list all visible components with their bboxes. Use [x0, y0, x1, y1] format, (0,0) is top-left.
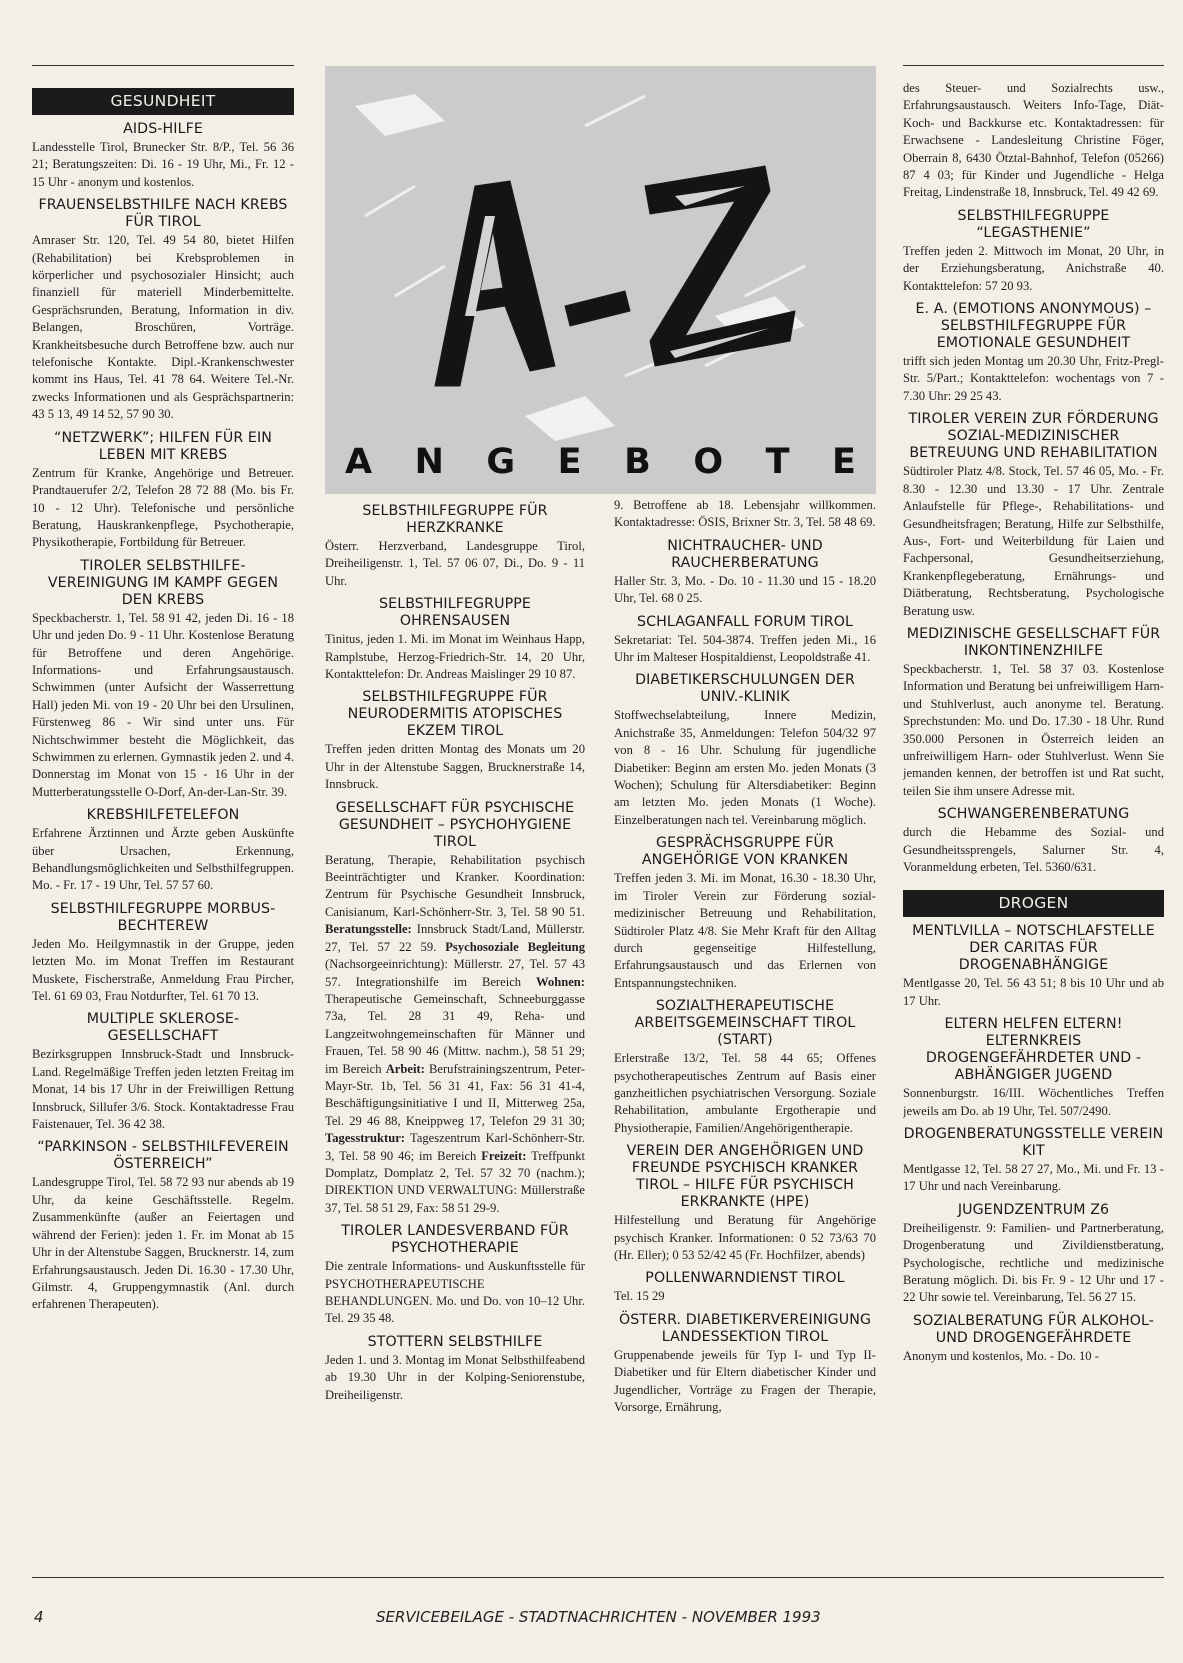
entry-heading: SELBSTHILFEGRUPPE “LEGASTHENIE” — [957, 207, 1110, 241]
listing-entry — [903, 1126, 1164, 1196]
listing-entry — [325, 800, 585, 1218]
listing-entry — [903, 411, 1164, 620]
entry-heading: SELBSTHILFEGRUPPE FÜR NEURODERMITIS ATOPISCHES EKZEM TIROL — [347, 689, 563, 740]
body-text: Innsbruck Stadt/Land, Müllerstr. 27, Tel. 57 22 59. — [325, 922, 585, 954]
entry-heading: ÖSTERR. DIABETIKERVEREINIGUNG LANDESSEKTION TIROL — [618, 1311, 872, 1345]
entry-body: Südtiroler Platz 4/8. Stock, Tel. 57 46 05, Mo. - Fr. 8.30 - 12.30 und 13.30 - 17 Uhr. Zentrale Anlaufstelle für Pflege-, Rehabilitations- und Gesundheitsfragen; Beratung, Hilfe zur Selbsthilfe, Aus-, Fort- und Weiterbildung für Laien und Fachpersonal, Gesundheitserziehung, Krankenpflegeberatung, Ernährungs- und Diätberatung, Rechtsberatung, Psychologische Beratung usw. — [903, 464, 1164, 618]
entry-body: Treffen jeden 2. Mittwoch im Monat, 20 Uhr, in der Erziehungsberatung, Anichstraße 40. Kontakttelefon: 57 20 93. — [903, 243, 1164, 293]
entry-body: Bezirksgruppen Innsbruck-Stadt und Innsbruck-Land. Regelmäßige Treffen jeden letzten Freitag im Monat, 14 bis 17 Uhr in der Freiwilligen Rettung Innsbruck, Sillufer 3/6. Stock. Kontaktadresse Frau Faistenauer, Tel. 36 42 38. — [32, 1047, 294, 1132]
body-text: Berufstrainingszentrum, Peter-Mayr-Str. 1b, Tel. 56 31 41, Fax: 56 31 41-4, Beschäftigungsinitiative I und II, Mitterweg 25a, Tel. 29 46 88, Kneippweg 17, Telefon 29 31 30; — [325, 1061, 585, 1128]
page-number: 4 — [34, 1608, 44, 1626]
entry-heading: GESELLSCHAFT FÜR PSYCHISCHE GESUNDHEIT – PSYCHOHYGIENE TIROL — [335, 799, 575, 850]
listing-entry — [903, 1016, 1164, 1120]
listing-entry — [614, 672, 876, 829]
letter: G — [486, 442, 516, 482]
entry-body: Österr. Herzverband, Landesgruppe Tirol, Dreiheiligenstr. 1, Tel. 57 06 07, Di., Do. 9 - 11 Uhr. — [325, 539, 585, 588]
column-4 — [903, 80, 1164, 1562]
entry-heading: “NETZWERK”; HILFEN FÜR EIN LEBEN MIT KREBS — [54, 429, 272, 463]
letter: E — [557, 442, 582, 482]
listing-entry — [32, 1139, 294, 1313]
listing-entry — [614, 614, 876, 667]
section-header-gesundheit: GESUNDHEIT — [32, 88, 294, 115]
listing-entry — [614, 835, 876, 992]
entry-body: Landesstelle Tirol, Brunecker Str. 8/P., Tel. 56 36 21; Beratungszeiten: Di. 16 - 19 Uhr, Mi., Fr. 12 - 15 Uhr - anonym und kostenlos. — [32, 140, 294, 189]
body-text: Beratung, Therapie, Rehabilitation psychisch Beeinträchtigter und Kranker. Koordination: Zentrum für Psychische Gesundheit Innsbruck, Canisianum, Karl-Schönherr-Str. 3, Tel. 58 90 51. — [325, 852, 585, 919]
letter: T — [765, 442, 790, 482]
a-z-angebote-graphic — [325, 66, 876, 494]
listing-entry — [903, 1313, 1164, 1365]
entry-heading: “PARKINSON - SELBSTHILFEVEREIN ÖSTERREICH” — [37, 1139, 289, 1173]
entry-body: durch die Hebamme des Sozial- und Gesundheitssprengels, Salurner Str. 4, Voranmeldung erbeten, Tel. 5360/631. — [903, 825, 1164, 874]
column-1 — [32, 88, 294, 1558]
entry-heading: STOTTERN SELBSTHILFE — [367, 1333, 543, 1350]
top-rule-right — [903, 65, 1164, 66]
listing-entry — [614, 1143, 876, 1264]
entry-heading: TIROLER SELBSTHILFE-VEREINIGUNG IM KAMPF GEGEN DEN KREBS — [47, 557, 279, 608]
body-text: (Nachsorgeeinrichtung): Müllerstr. 27, Tel. 57 43 57. Integrationshilfe im Bereich — [325, 957, 585, 989]
entry-body: Dreiheiligenstr. 9: Familien- und Partnerberatung, Drogenberatung und Zivildienstberatung, Psychologische, rechtliche und medizinische Beratung möglich. Di. bis Fr. 9 - 12 Uhr und 17 - 22 Uhr sowie tel. Vereinbarung, Tel. 56 27 15. — [903, 1220, 1164, 1305]
entry-body: Landesgruppe Tirol, Tel. 58 72 93 nur abends ab 19 Uhr, da keine Geschäftsstelle. Regelm. Zusammenkünfte (außer an Feiertagen und während der Ferien): jeden 1. Fr. im Monat ab 15 Uhr in der Altenstube Saggen, Brucknerstr. 14, zum Erfahrungsaustausch. Jeden Di. 16.30 - 17.30 Uhr, Gilmstr. 4, Gruppengymnastik (Anl. durch erfahrenen Therapeuten). — [32, 1175, 294, 1312]
entry-heading: GESPRÄCHSGRUPPE FÜR ANGEHÖRIGE VON KRANKEN — [641, 835, 849, 869]
body-text: Treffpunkt Domplatz, Domplatz 2, Tel. 57 32 70 (nachm.); DIREKTION UND VERWALTUNG: Müllerstraße 37, Tel. 58 51 29, Fax: 58 51 29-9. — [325, 1148, 585, 1215]
section-header-drogen: DROGEN — [903, 890, 1164, 917]
listing-entry — [614, 538, 876, 608]
entry-heading: MULTIPLE SKLEROSE-GESELLSCHAFT — [86, 1011, 240, 1045]
footer-title: SERVICEBEILAGE - STADTNACHRICHTEN - NOVEMBER 1993 — [376, 1608, 821, 1626]
entry-body: Haller Str. 3, Mo. - Do. 10 - 11.30 und 15 - 18.20 Uhr, Tel. 68 0 25. — [614, 573, 876, 606]
listing-entry — [903, 923, 1164, 1010]
entry-body: Erfahrene Ärztinnen und Ärzte geben Auskünfte über Ursachen, Erkennung, Behandlungsmöglichkeiten und Selbsthilfegruppen. Mo. - Fr. 17 - 19 Uhr, Tel. 57 57 60. — [32, 826, 294, 893]
entry-heading: TIROLER VEREIN ZUR FÖRDERUNG SOZIAL-MEDIZINISCHER BETREUUNG UND REHABILITATION — [908, 411, 1159, 462]
column-2 — [325, 497, 585, 1562]
entry-heading: POLLENWARNDIENST TIROL — [645, 1270, 845, 1287]
entry-heading: E. A. (EMOTIONS ANONYMOUS) – SELBSTHILFEGRUPPE FÜR EMOTIONALE GESUNDHEIT — [915, 301, 1152, 352]
listing-entry — [903, 1202, 1164, 1307]
entry-body: Gruppenabende jeweils für Typ I- und Typ II-Diabetiker und für Eltern diabetischer Kinder und Jugendlicher, Vorträge zu Fragen der Therapie, Vorsorge, Ernährung, — [614, 1347, 876, 1414]
entry-heading: SELBSTHILFEGRUPPE FÜR HERZKRANKE — [362, 503, 548, 536]
angebote-letters — [325, 442, 876, 486]
body-text: Tageszentrum Karl-Schönherr-Str. 3, Tel. 58 90 46; im Bereich — [325, 1131, 585, 1163]
listing-entry — [614, 1312, 876, 1417]
entry-body: Zentrum für Kranke, Angehörige und Betreuer. Prandtauerufer 2/2, Telefon 28 72 88 (Mo. bis Fr. 10 - 12 Uhr). Telefonische und persönliche Beratung, Hauskrankenpflege, Psychotherapie, Physikotherapie, Fortbildung für Betreuer. — [32, 465, 294, 550]
listing-entry — [903, 301, 1164, 405]
entry-body: Die zentrale Informations- und Auskunftsstelle für PSYCHOTHERAPEUTISCHE BEHANDLUNGEN. Mo. und Do. von 10–12 Uhr. Tel. 29 35 48. — [325, 1259, 585, 1326]
entry-heading: SELBSTHILFEGRUPPE OHRENSAUSEN — [379, 596, 531, 630]
listing-entry — [903, 208, 1164, 295]
bold-label: Beratungsstelle: — [325, 922, 412, 937]
entry-heading: JUGENDZENTRUM Z6 — [957, 1201, 1110, 1218]
entry-body: Erlerstraße 13/2, Tel. 58 44 65; Offenes psychotherapeutisches Zentrum auf Basis einer ganzheitlichen psychiatrischen Versorgung. Soziale Rehabilitation, ambulante Ergotherapie und Physiotherapie, Familien/Angehörigentherapie. — [614, 1051, 876, 1135]
entry-heading: SOZIALBERATUNG FÜR ALKOHOL- UND DROGENGEFÄHRDETE — [913, 1312, 1154, 1346]
entry-heading: KREBSHILFETELEFON — [86, 807, 240, 824]
listing-entry — [325, 689, 585, 793]
listing-entry — [32, 430, 294, 552]
entry-body: Tinitus, jeden 1. Mi. im Monat im Weinhaus Happ, Ramplstube, Herzog-Friedrich-Str. 14, 20 Uhr, Kontakttelefon: Dr. Andreas Maislinger 29 10 87. — [325, 632, 585, 682]
entry-heading: ELTERN HELFEN ELTERN! ELTERNKREIS DROGENGEFÄHRDETER UND -ABHÄNGIGER JUGEND — [925, 1016, 1142, 1084]
listing-entry — [614, 998, 876, 1137]
entry-heading: SELBSTHILFEGRUPPE MORBUS-BECHTEREW — [50, 900, 276, 934]
bold-label: Tagesstruktur: — [325, 1131, 406, 1146]
entry-body: trifft sich jeden Montag um 20.30 Uhr, Fritz-Pregl-Str. 5/Part.; Kontakttelefon: wochentags von 7 - 7.30 Uhr: 29 25 43. — [903, 354, 1164, 403]
listing-entry — [32, 807, 294, 895]
entry-body: Treffen jeden 3. Mi. im Monat, 16.30 - 18.30 Uhr, im Tiroler Verein zur Förderung sozial-medizinischer Betreuung und Rehabilitation, Südtiroler Platz 4/8. Sie Mehr Kraft für den Alltag durch gegenseitige Hilfestellung, Erfahrungsaustausch und das Erlernen von Entspannungstechniken. — [614, 871, 876, 990]
entry-body: Speckbacherstr. 1, Tel. 58 37 03. Kostenlose Information und Beratung bei unfreiwilligem Harn- und Stuhlverlust, auch anonyme tel. Beratung. Sprechstunden: Mo. und Do. 17.30 - 18 Uhr. Rund 350.000 Personen in Österreich leiden an unfreiwilligem Harn- oder Stuhlverlust. Wenn Sie jemanden kennen, der betroffen ist und Rat sucht, teilen Sie ihm unsere Adresse mit. — [903, 661, 1164, 798]
listing-entry — [903, 626, 1164, 800]
listing-entry — [325, 1334, 585, 1404]
entry-heading: DIABETIKERSCHULUNGEN DER UNIV.-KLINIK — [635, 672, 855, 706]
letter: N — [414, 442, 444, 482]
listing-entry — [903, 806, 1164, 876]
listing-entry — [32, 121, 294, 191]
entry-heading: SOZIALTHERAPEUTISCHE ARBEITSGEMEINSCHAFT TIROL (START) — [634, 998, 856, 1049]
letter: B — [624, 442, 651, 482]
listing-entry — [32, 1011, 294, 1133]
body-text: Therapeutische Gemeinschaft, Schneeburggasse 73a, Tel. 28 31 49, Reha- und Langzeitwohngemeinschaften für Männer und Frauen, Tel. 58 90 46 (Mittw. nachm.), 58 51 29; im Bereich — [325, 991, 585, 1076]
entry-heading: FRAUENSELBSTHILFE NACH KREBS FÜR TIROL — [38, 197, 288, 231]
listing-entry — [325, 596, 585, 683]
entry-body: Treffen jeden dritten Montag des Monats um 20 Uhr in der Altenstube Saggen, Brucknerstraße 14, Innsbruck. — [325, 742, 585, 792]
entry-heading: DROGENBERATUNGSSTELLE VEREIN KIT — [903, 1126, 1164, 1160]
entry-body: Anonym und kostenlos, Mo. - Do. 10 - — [903, 1348, 1099, 1363]
entry-body: Amraser Str. 120, Tel. 49 54 80, bietet Hilfen (Rehabilitation) bei Krebsproblemen in körperlicher und psychosozialer Hinsicht; auch finanziell für materiell Minderbemittelte. Gesprächsrunden, Beratung, Information in div. Belangen, Broschüren, Vorträge. Krankheitsbesuche durch Betroffene bzw. auch nur telefonische Kontakte. Dipl.-Krankenschwester kommt ins Haus, Tel. 41 78 64. Weitere Tel.-Nr. zwecks Informationen und als Gesprächspartnerin: 43 5 13, 49 14 52, 57 90 30. — [32, 233, 294, 422]
entry-body: Speckbacherstr. 1, Tel. 58 91 42, jeden Di. 16 - 18 Uhr und jeden Do. 9 - 11 Uhr. Kostenlose Beratung für Betroffene und deren Angehörige. Informations- und Erfahrungsaustausch. Schwimmen (unter Aufsicht der Wasserrettung Hall) jeden Mi. von 19 - 20 Uhr bei den Ursulinen, Fürstenweg 86 - Wir sind unter uns. Für Nichtschwimmer besteht die Möglichkeit, das Schwimmen zu erlernen. Gymnastik jeden 2. und 4. Donnerstag im Monat von 15 - 16 Uhr in der Mutterberatungsstelle O-Dorf, An-der-Lan-Str. 39. — [32, 610, 294, 799]
listing-entry — [325, 503, 585, 590]
listing-entry — [32, 558, 294, 801]
entry-heading: MEDIZINISCHE GESELLSCHAFT FÜR INKONTINENZHILFE — [906, 625, 1161, 659]
a-z-logo-illustration — [325, 66, 876, 494]
bottom-rule — [32, 1577, 1164, 1578]
bold-label: Freizeit: — [481, 1148, 527, 1163]
entry-body: Sekretariat: Tel. 504-3874. Treffen jeden Mi., 16 Uhr im Malteser Hospitaldienst, Leopoldstraße 41. — [614, 632, 876, 665]
entry-heading: TIROLER LANDESVERBAND FÜR PSYCHOTHERAPIE — [341, 1223, 569, 1257]
top-rule-left — [32, 65, 294, 66]
bold-label: Wohnen: — [536, 974, 585, 989]
entry-body: Sonnenburgstr. 16/III. Wöchentliches Treffen jeweils am Do. ab 19 Uhr, Tel. 507/2490. — [903, 1086, 1164, 1118]
entry-heading: VEREIN DER ANGEHÖRIGEN UND FREUNDE PSYCHISCH KRANKER TIROL – HILFE FÜR PSYCHISCH ERKRANKTE (HPE) — [626, 1143, 864, 1211]
listing-entry — [32, 197, 294, 423]
letter: E — [831, 442, 856, 482]
bold-label: Psychosoziale Begleitung — [445, 939, 585, 954]
letter: A — [345, 442, 373, 482]
continued-text: des Steuer- und Sozialrechts usw., Erfahrungsaustausch. Weiters Info-Tage, Diät-Koch- und Backkurse etc. Kontaktadressen: für Erwachsene - Landesleitung Christine Föger, Oberrain 8, 6430 Ötztal-Bahnhof, Telefon (05266) 87 4 03; für Kinder und Jugendliche - Helga Freitag, Lindenstraße 18, Innsbruck, Tel. 49 42 69. — [903, 81, 1164, 200]
entry-heading: MENTLVILLA – NOTSCHLAFSTELLE DER CARITAS FÜR DROGENABHÄNGIGE — [912, 923, 1155, 974]
bold-label: Arbeit: — [385, 1061, 425, 1076]
entry-heading: SCHLAGANFALL FORUM TIROL — [637, 613, 853, 630]
column-3 — [614, 497, 876, 1562]
letter: O — [693, 442, 724, 482]
entry-body: Jeden 1. und 3. Montag im Monat Selbsthilfeabend ab 19.30 Uhr in der Kolping-Seniorenstube, Dreiheiligenstr. — [325, 1352, 585, 1402]
entry-body: Mentlgasse 12, Tel. 58 27 27, Mo., Mi. und Fr. 13 - 17 Uhr und nach Vereinbarung. — [903, 1162, 1164, 1194]
entry-body: Tel. 15 29 — [614, 1289, 665, 1304]
entry-body: Mentlgasse 20, Tel. 56 43 51; 8 bis 10 Uhr und ab 17 Uhr. — [903, 976, 1164, 1008]
listing-entry — [32, 901, 294, 1006]
entry-heading: AIDS-HILFE — [123, 121, 203, 137]
entry-heading: NICHTRAUCHER- UND RAUCHERBERATUNG — [667, 537, 823, 571]
entry-body: Stoffwechselabteilung, Innere Medizin, Anichstraße 35, Anmeldungen: Telefon 504/32 97 von 8 - 16 Uhr. Schulung für jugendliche Diabetiker: Beginn am ersten Mo. jeden Monats (3 Wochen); Schulung für Altersdiabetiker: Beginn am letzten Mo. jeden Monats (1 Woche). Einzelberatungen nach tel. Vereinbarung möglich. — [614, 708, 876, 827]
entry-heading: SCHWANGERENBERATUNG — [937, 806, 1130, 823]
listing-entry — [614, 1270, 876, 1305]
listing-entry — [325, 1223, 585, 1328]
entry-body: Hilfestellung und Beratung für Angehörige psychisch Kranker. Informationen: 0 52 73/63 70 (Hr. Eller); 0 53 52/42 45 (Fr. Hochfilzer, abends) — [614, 1213, 876, 1262]
entry-body: Jeden Mo. Heilgymnastik in der Gruppe, jeden letzten Mo. im Monat Treffen im Restaurant Muskete, Fischerstraße, Anmeldung Frau Pircher, Tel. 61 69 03, Frau Notdurfter, Tel. 61 70 13. — [32, 936, 294, 1004]
entry-body — [325, 852, 585, 1218]
continued-text: 9. Betroffene ab 18. Lebensjahr willkommen. Kontaktadresse: ÖSIS, Brixner Str. 3, Tel. 58 48 69. — [614, 498, 876, 530]
